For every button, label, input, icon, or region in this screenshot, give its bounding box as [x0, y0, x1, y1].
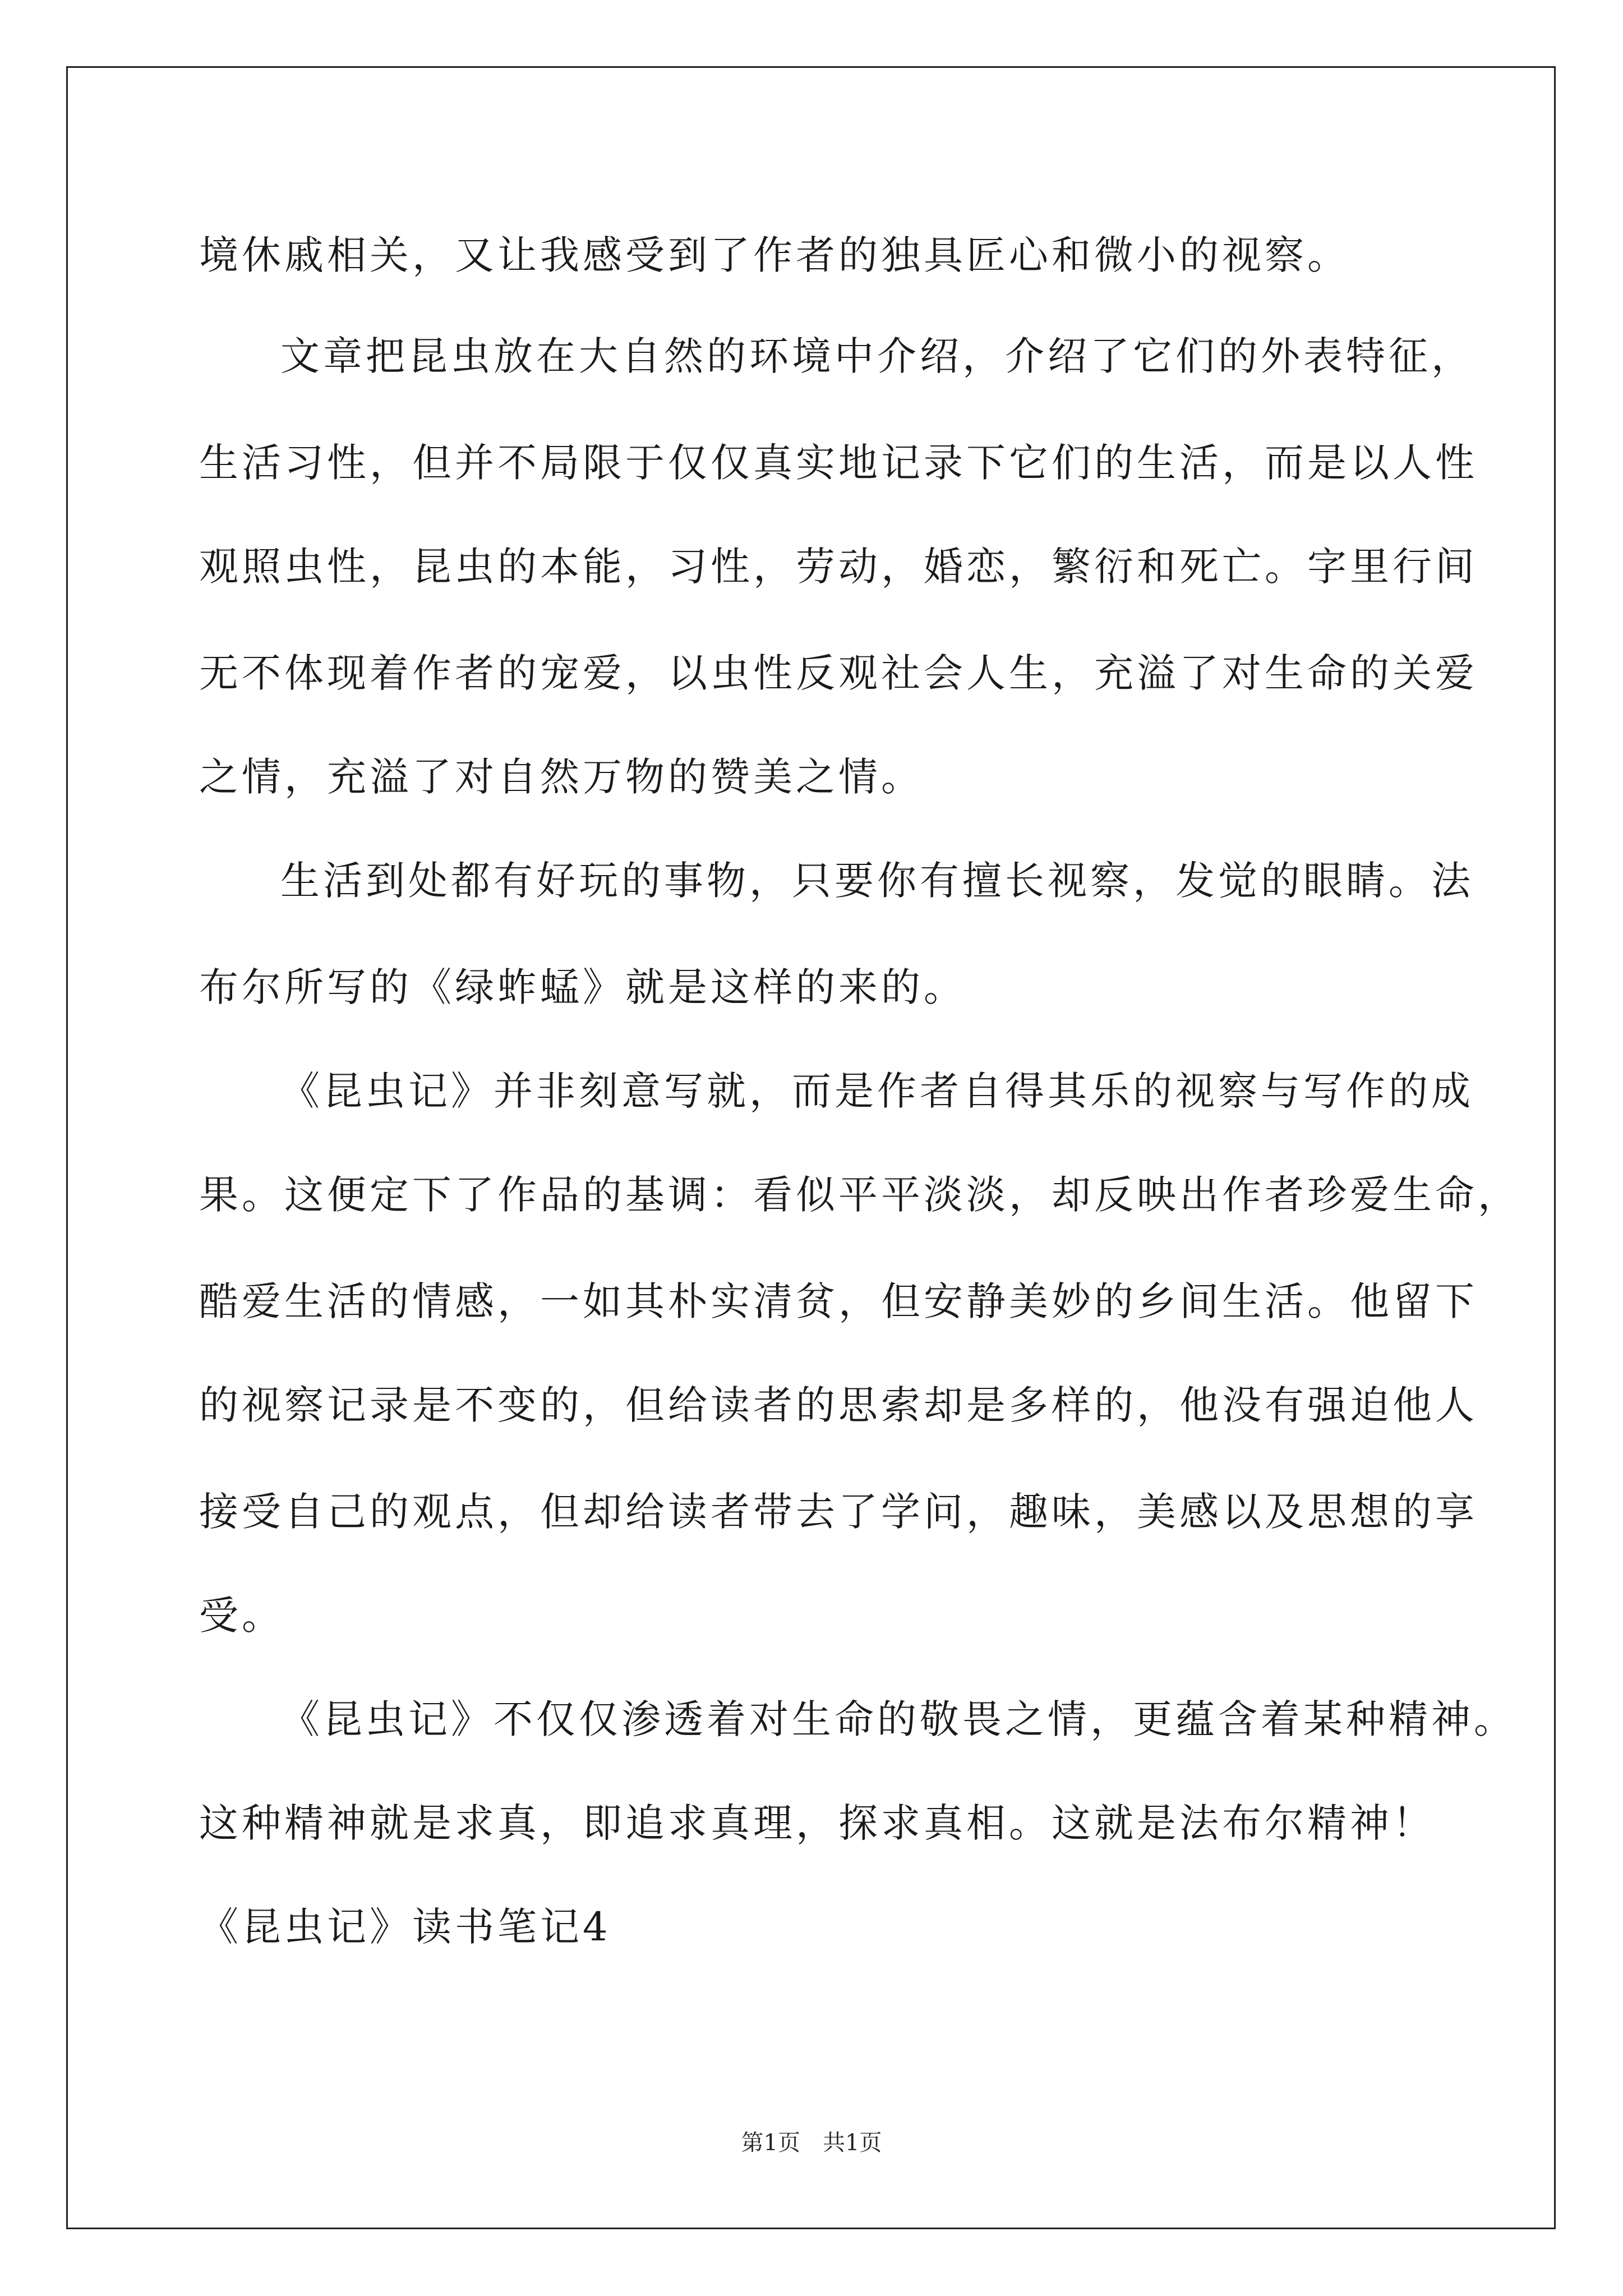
paragraph-line: 文章把昆虫放在大自然的环境中介绍，介绍了它们的外表特征， — [280, 333, 1474, 379]
paragraph-line: 酷爱生活的情感，一如其朴实清贫，但安静美妙的乡间生活。他留下 — [199, 1278, 1478, 1324]
paragraph-line: 《昆虫记》并非刻意写就，而是作者自得其乐的视察与写作的成 — [280, 1068, 1474, 1114]
paragraph-line: 之情，充溢了对自然万物的赞美之情。 — [199, 754, 924, 800]
paragraph-line: 受。 — [199, 1593, 284, 1639]
paragraph-line: 布尔所写的《绿蚱蜢》就是这样的来的。 — [199, 964, 966, 1010]
paragraph-line: 这种精神就是求真，即追求真理，探求真相。这就是法布尔精神！ — [199, 1800, 1435, 1846]
paragraph-line: 生活到处都有好玩的事物，只要你有擅长视察，发觉的眼睛。法 — [280, 858, 1474, 904]
paragraph-line: 接受自己的观点，但却给读者带去了学问，趣味，美感以及思想的享 — [199, 1489, 1478, 1535]
paragraph-line: 观照虫性，昆虫的本能，习性，劳动，婚恋，繁衍和死亡。字里行间 — [199, 544, 1478, 590]
paragraph-line: 无不体现着作者的宠爱，以虫性反观社会人生，充溢了对生命的关爱 — [199, 650, 1478, 696]
paragraph-line: 生活习性，但并不局限于仅仅真实地记录下它们的生活，而是以人性 — [199, 440, 1478, 486]
section-heading: 《昆虫记》读书笔记4 — [199, 1904, 611, 1950]
paragraph-line: 境休戚相关，又让我感受到了作者的独具匠心和微小的视察。 — [199, 232, 1350, 278]
paragraph-line: 的视察记录是不变的，但给读者的思索却是多样的，他没有强迫他人 — [199, 1382, 1478, 1428]
page-number-footer: 第1页 共1页 — [741, 2130, 882, 2156]
paragraph-line: 果。这便定下了作品的基调：看似平平淡淡，却反映出作者珍爱生命， — [199, 1172, 1520, 1218]
paragraph-line: 《昆虫记》不仅仅渗透着对生命的敬畏之情，更蕴含着某种精神。 — [280, 1696, 1516, 1742]
